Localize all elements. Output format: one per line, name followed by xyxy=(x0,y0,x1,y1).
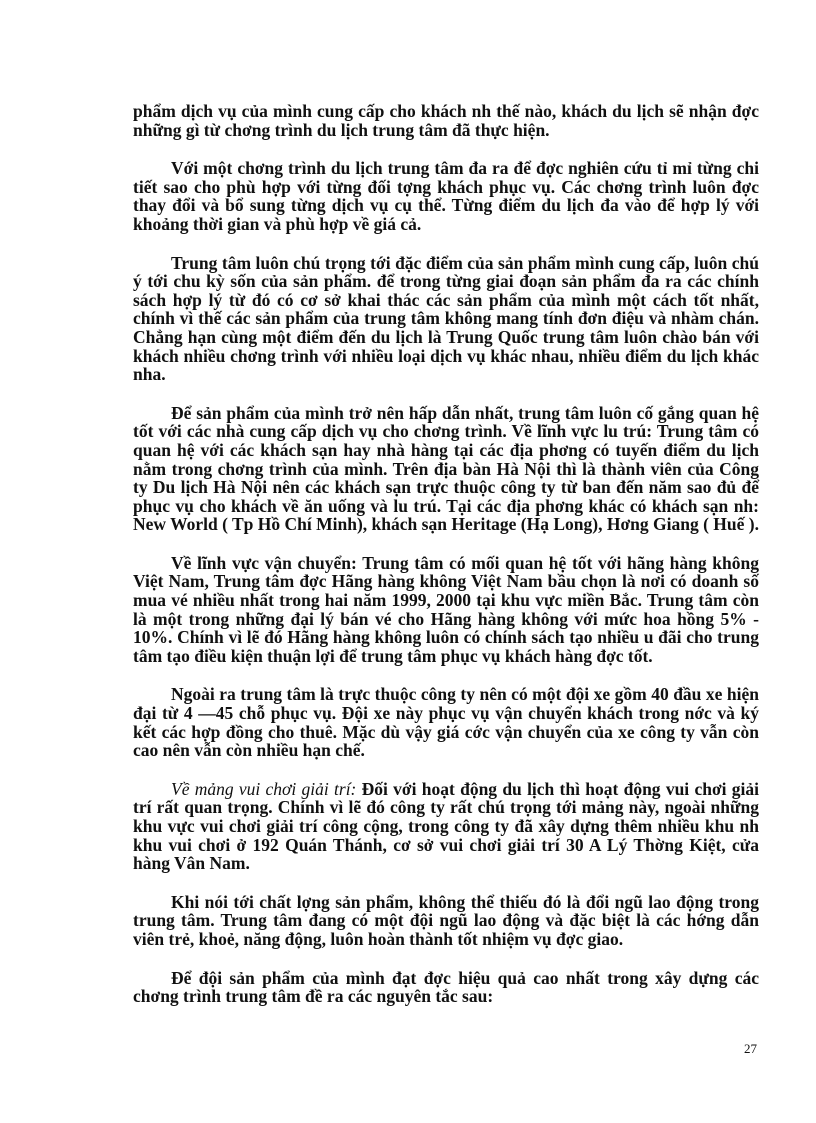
entertainment-lead: Về mảng vui chơi giải trí: xyxy=(171,778,357,799)
paragraph-staff-quality: Khi nói tới chất lợng sản phẩm, không thể thiếu đó là đổi ngũ lao động trong trung tâm. Trung tâm đang có một đội ngũ lao động và đặc biệt là các hớng dẫn viên trẻ, khoẻ, năng động, luôn hoàn thành tốt nhiệm vụ đợc giao. xyxy=(133,891,759,949)
paragraph-principles-intro: Để đội sản phẩm của mình đạt đợc hiệu quả cao nhất trong xây dựng các chơng trình trung tâm đề ra các nguyên tắc sau: xyxy=(133,967,759,1007)
paragraph-accommodation: Để sản phẩm của mình trở nên hấp dẫn nhất, trung tâm luôn cố gắng quan hệ tốt với các nhà cung cấp dịch vụ cho chơng trình. Về lĩnh vực lu trú: Trung tâm có quan hệ với các khách sạn hay nhà hàng tại các địa phơng có tuyến điểm du lịch nằm trong chơng trình của mình. Trên địa bàn Hà Nội thì là thành viên của Công ty Du lịch Hà Nội nên các khách sạn trực thuộc công ty từ ban đến năm sao đủ để phục vụ cho khách về ăn uống và lu trú. Tại các địa phơng khác có khách sạn nh: New World ( Tp Hồ Chí Minh), khách sạn Heritage (Hạ Long), Hơng Giang ( Huế ). xyxy=(133,402,759,535)
paragraph-vehicle-fleet: Ngoài ra trung tâm là trực thuộc công ty nên có một đội xe gồm 40 đầu xe hiện đại từ 4 —45 chỗ phục vụ. Đội xe này phục vụ vận chuyển khách trong nớc và ký kết các hợp đồng cho thuê. Mặc dù vậy giá cớc vận chuyển của xe công ty vẫn còn cao nên vẫn còn nhiều hạn chế. xyxy=(133,684,759,761)
paragraph-program-design: Với một chơng trình du lịch trung tâm đa ra để đợc nghiên cứu tỉ mỉ từng chi tiết sao cho phù hợp với từng đối tợng khách phục vụ. Các chơng trình luôn đợc thay đổi và bổ sung từng dịch vụ cụ thể. Từng điểm du lịch đa vào để hợp lý với khoảng thời gian và phù hợp về giá cả. xyxy=(133,158,759,234)
entertainment-text: Đối với hoạt động du lịch thì hoạt động vui chơi giải trí rất quan trọng. Chính vì lẽ đó công ty rất chú trọng tới mảng này, ngoài những khu vực vui chơi giải trí công cộng, trong công ty đã xây dựng thêm nhiều khu nh khu vui chơi ở 192 Quán Thánh, cơ sở vui chơi giải trí 30 A Lý Thờng Kiệt, cửa hàng Vân Nam. xyxy=(133,778,759,874)
paragraph-transport: Về lĩnh vực vận chuyển: Trung tâm có mối quan hệ tốt với hãng hàng không Việt Nam, Trung tâm đợc Hãng hàng không Việt Nam bầu chọn là nơi có doanh số mua vé nhiều nhất trong hai năm 1999, 2000 tại khu vực miền Bắc. Trung tâm còn là một trong những đại lý bán vé cho Hãng hàng không với mức hoa hồng 5% - 10%. Chính vì lẽ đó Hãng hàng không luôn có chính sách tạo nhiều u đãi cho trung tâm tạo điều kiện thuận lợi để trung tâm phục vụ khách hàng đợc tốt. xyxy=(133,552,759,666)
page-number: 27 xyxy=(744,1041,757,1056)
document-page xyxy=(133,102,759,1026)
paragraph-product-lifecycle: Trung tâm luôn chú trọng tới đặc điểm của sản phẩm mình cung cấp, luôn chú ý tới chu kỳ sốn của sản phẩm. để trong từng giai đoạn sản phẩm đa ra các chính sách hợp lý từ đó có cơ sở khai thác các sản phẩm của mình một cách tốt nhất, chính vì thế các sản phẩm của trung tâm không mang tính đơn điệu và nhàm chán. Chẳng hạn cùng một điểm đến du lịch là Trung Quốc trung tâm luôn chào bán với khách nhiều chơng trình với nhiều loại dịch vụ khác nhau, nhiều điểm du lịch khác nha. xyxy=(133,252,759,385)
paragraph-entertainment xyxy=(133,780,759,873)
paragraph-continuation: phẩm dịch vụ của mình cung cấp cho khách nh thế nào, khách du lịch sẽ nhận đợc những gì từ chơng trình du lịch trung tâm đã thực hiện. xyxy=(133,101,759,140)
